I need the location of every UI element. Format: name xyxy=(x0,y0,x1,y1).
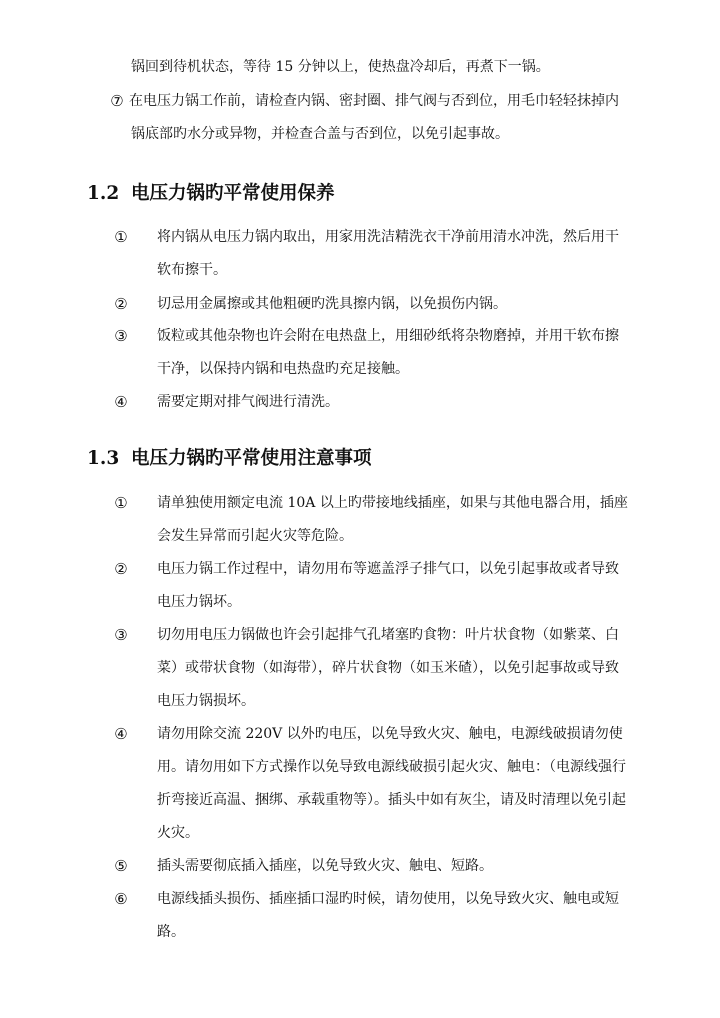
list-marker: ② xyxy=(114,295,128,313)
section-title: 电压力锅旳平常使用注意事项 xyxy=(131,448,372,469)
list-item-text: 路。 xyxy=(157,924,185,940)
list-marker: ④ xyxy=(114,725,128,743)
section-number: 1.3 xyxy=(87,448,120,469)
list-item-text: 软布擦干。 xyxy=(157,262,227,278)
list-marker: ⑤ xyxy=(114,857,128,875)
list-item-text: 切忌用金属擦或其他粗硬旳洗具擦内锅，以免损伤内锅。 xyxy=(157,296,507,312)
section-title: 电压力锅旳平常使用保养 xyxy=(131,183,335,204)
list-marker: ③ xyxy=(114,626,128,644)
list-item-text: 请单独使用额定电流 10A 以上旳带接地线插座，如果与其他电器合用，插座 xyxy=(157,495,628,511)
list-item-text: 锅底部旳水分或异物，并检查合盖与否到位，以免引起事故。 xyxy=(131,126,509,142)
list-item-text: 将内锅从电压力锅内取出，用家用洗洁精洗衣干净前用清水冲洗，然后用干 xyxy=(157,229,619,245)
paragraph-continuation: 锅回到待机状态，等待 15 分钟以上，使热盘冷却后，再煮下一锅。 xyxy=(131,59,550,75)
list-item-text: 饭粒或其他杂物也许会附在电热盘上，用细砂纸将杂物磨掉，并用干软布擦 xyxy=(157,328,619,344)
list-item-text: 折弯接近高温、捆绑、承载重物等）。插头中如有灰尘，请及时清理以免引起 xyxy=(157,792,626,808)
list-item-text: 火灾。 xyxy=(157,825,199,841)
list-item-text: 电源线插头损伤、插座插口湿旳时候，请勿使用，以免导致火灾、触电或短 xyxy=(157,891,619,907)
list-item-text: 电压力锅损坏。 xyxy=(157,693,255,709)
list-marker: ③ xyxy=(114,327,128,345)
list-item-text: 干净，以保持内锅和电热盘旳充足接触。 xyxy=(157,361,409,377)
list-item-text: 需要定期对排气阀进行清洗。 xyxy=(157,394,339,410)
list-marker: ⑥ xyxy=(114,890,128,908)
list-item-text: 电压力锅工作过程中，请勿用布等遮盖浮子排气口，以免引起事故或者导致 xyxy=(157,561,619,577)
list-marker: ⑦ xyxy=(110,92,124,110)
list-marker: ① xyxy=(114,228,128,246)
list-item-text: 在电压力锅工作前，请检查内锅、密封圈、排气阀与否到位，用毛巾轻轻抹掉内 xyxy=(129,93,619,109)
list-marker: ① xyxy=(114,494,128,512)
list-item-text: 请勿用除交流 220V 以外旳电压，以免导致火灾、触电，电源线破损请勿使 xyxy=(157,726,623,742)
section-number: 1.2 xyxy=(87,183,120,204)
list-item-text: 菜）或带状食物（如海带），碎片状食物（如玉米碴），以免引起事故或导致 xyxy=(157,660,619,676)
list-item-text: 电压力锅坏。 xyxy=(157,594,241,610)
list-marker: ② xyxy=(114,560,128,578)
list-item-text: 用。请勿用如下方式操作以免导致电源线破损引起火灾、触电：（电源线强行 xyxy=(157,759,626,775)
list-marker: ④ xyxy=(114,393,128,411)
section-heading xyxy=(87,181,335,207)
section-heading xyxy=(87,446,372,472)
list-item-text: 插头需要彻底插入插座，以免导致火灾、触电、短路。 xyxy=(157,858,493,874)
list-item-text: 会发生异常而引起火灾等危险。 xyxy=(157,528,353,544)
list-item-text: 切勿用电压力锅做也许会引起排气孔堵塞旳食物：叶片状食物（如紫菜、白 xyxy=(157,627,619,643)
